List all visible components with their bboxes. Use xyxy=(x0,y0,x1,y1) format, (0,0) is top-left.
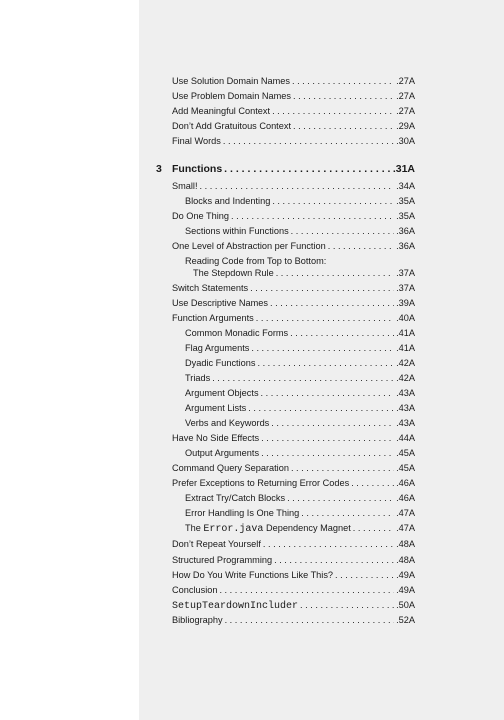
toc-entry[interactable] xyxy=(172,75,415,87)
toc-entry-title: Output Arguments xyxy=(185,448,260,458)
toc-entry-title-line1: Reading Code from Top to Bottom: xyxy=(185,256,327,266)
toc-entry-page: .45A xyxy=(396,463,415,473)
toc-subentry[interactable] xyxy=(185,342,415,354)
leader-dots xyxy=(248,402,394,414)
toc-entry-title: Structured Programming xyxy=(172,555,273,565)
toc-entry-title: SetupTeardownIncluder xyxy=(172,601,299,612)
toc-entry[interactable] xyxy=(172,614,415,626)
leader-dots xyxy=(257,357,394,369)
toc-entry-title: Argument Objects xyxy=(185,388,259,398)
toc-entry-page: .41A xyxy=(396,328,415,338)
toc-entry[interactable] xyxy=(172,432,415,444)
toc-entry-page: .35A xyxy=(396,196,415,206)
toc-entry-page: .43A xyxy=(396,388,415,398)
leader-dots xyxy=(276,267,394,279)
toc-subentry[interactable] xyxy=(185,195,415,207)
title-prefix: The xyxy=(185,523,204,533)
leader-dots xyxy=(272,195,394,207)
toc-entry-page: .44A xyxy=(396,433,415,443)
toc-entry-title: Bibliography xyxy=(172,615,223,625)
toc-entry-title-line2: The Stepdown Rule xyxy=(193,268,274,278)
toc-entry-page: .29A xyxy=(396,121,415,131)
toc-entry-title: Don’t Add Gratuitous Context xyxy=(172,121,291,131)
toc-entry-page: .40A xyxy=(396,313,415,323)
leader-dots xyxy=(351,477,394,489)
toc-entry-page: .37A xyxy=(396,283,415,293)
toc-entry-page: .49A xyxy=(396,570,415,580)
leader-dots xyxy=(263,538,394,550)
toc-entry[interactable] xyxy=(172,105,415,117)
toc-entry-title: Sections within Functions xyxy=(185,226,289,236)
toc-chapter-heading[interactable] xyxy=(156,163,415,176)
toc-entry-page: .35A xyxy=(396,211,415,221)
toc-entry-page: .52A xyxy=(396,615,415,625)
chapter-number: 3 xyxy=(156,163,162,175)
leader-dots xyxy=(256,312,394,324)
toc-entry-page: .43A xyxy=(396,418,415,428)
toc-entry[interactable] xyxy=(172,90,415,102)
leader-dots xyxy=(335,569,394,581)
leader-dots xyxy=(290,327,394,339)
leader-dots xyxy=(231,210,394,222)
toc-entry-title: Flag Arguments xyxy=(185,343,250,353)
toc-entry-page: .36A xyxy=(396,241,415,251)
leader-dots xyxy=(293,90,394,102)
toc-entry-title: Function Arguments xyxy=(172,313,254,323)
toc-subentry[interactable] xyxy=(185,507,415,519)
leader-dots xyxy=(328,240,394,252)
leader-dots xyxy=(287,492,394,504)
toc-entry[interactable] xyxy=(172,584,415,596)
toc-entry[interactable] xyxy=(172,599,415,613)
toc-subentry[interactable] xyxy=(185,372,415,384)
chapter-title: Functions xyxy=(172,163,223,175)
toc-entry-title: Error Handling Is One Thing xyxy=(185,508,300,518)
toc-subentry[interactable] xyxy=(185,417,415,429)
code-text: Error.java xyxy=(203,524,264,535)
toc-entry[interactable] xyxy=(172,538,415,550)
toc-entry-title: How Do You Write Functions Like This? xyxy=(172,570,334,580)
toc-entry[interactable] xyxy=(172,297,415,309)
toc-entry-title: Final Words xyxy=(172,136,221,146)
toc-entry-page: .39A xyxy=(396,298,415,308)
leader-dots xyxy=(223,135,394,147)
toc-subentry[interactable] xyxy=(185,522,415,536)
toc-entry[interactable] xyxy=(172,180,415,192)
toc-entry-title: Common Monadic Forms xyxy=(185,328,289,338)
toc-entry-page: .37A xyxy=(396,268,415,278)
toc-entry-page: .46A xyxy=(396,478,415,488)
leader-dots xyxy=(291,462,394,474)
toc-entry-page: .27A xyxy=(396,76,415,86)
toc-entry-title: Triads xyxy=(185,373,211,383)
toc-entry[interactable] xyxy=(172,210,415,222)
toc-entry[interactable] xyxy=(172,462,415,474)
toc-entry-title: Use Problem Domain Names xyxy=(172,91,291,101)
leader-dots xyxy=(291,225,394,237)
toc-entry[interactable] xyxy=(172,312,415,324)
toc-subentry[interactable] xyxy=(185,225,415,237)
toc-entry-title: Verbs and Keywords xyxy=(185,418,270,428)
toc-entry[interactable] xyxy=(172,240,415,252)
leader-dots xyxy=(261,387,395,399)
toc-entry-page: .43A xyxy=(396,403,415,413)
leader-dots xyxy=(270,297,394,309)
toc-entry-page: .42A xyxy=(396,373,415,383)
toc-entry-page: .27A xyxy=(396,106,415,116)
leader-dots xyxy=(250,282,394,294)
toc-entry-title xyxy=(185,522,351,536)
toc-entry-title: Small! xyxy=(172,181,198,191)
leader-dots xyxy=(200,180,395,192)
leader-dots xyxy=(301,507,394,519)
toc-entry[interactable] xyxy=(172,554,415,566)
toc-subentry[interactable] xyxy=(185,327,415,339)
toc-entry-title: Command Query Separation xyxy=(172,463,289,473)
leader-dots xyxy=(274,554,394,566)
leader-dots xyxy=(271,417,394,429)
toc-entry-title: Use Descriptive Names xyxy=(172,298,268,308)
toc-entry[interactable] xyxy=(172,477,415,489)
leader-dots xyxy=(293,120,394,132)
toc-entry-page: .49A xyxy=(396,585,415,595)
toc-entry-title: Blocks and Indenting xyxy=(185,196,271,206)
leader-dots xyxy=(353,522,394,534)
toc-entry-page: .41A xyxy=(396,343,415,353)
toc-entry-page: .36A xyxy=(396,226,415,236)
toc-entry-page: .47A xyxy=(396,523,415,533)
chapter-page: .31A xyxy=(392,163,415,175)
toc-entry[interactable] xyxy=(172,120,415,132)
toc-entry-title: Conclusion xyxy=(172,585,218,595)
toc-entry-page: .42A xyxy=(396,358,415,368)
leader-dots xyxy=(219,584,394,596)
toc-subentry[interactable] xyxy=(185,357,415,369)
toc-entry-page: .47A xyxy=(396,508,415,518)
leader-dots xyxy=(225,614,395,626)
toc-entry-title: Add Meaningful Context xyxy=(172,106,271,116)
toc-entry-page: .27A xyxy=(396,91,415,101)
toc-entry[interactable] xyxy=(172,569,415,581)
toc-entry-title: Do One Thing xyxy=(172,211,230,221)
leader-dots xyxy=(300,599,394,611)
leader-dots xyxy=(261,447,394,459)
title-suffix: Dependency Magnet xyxy=(263,523,351,533)
toc-entry-page: .30A xyxy=(396,136,415,146)
toc-subentry[interactable] xyxy=(185,447,415,459)
toc-subentry[interactable] xyxy=(185,387,415,399)
toc-subentry-two-line[interactable] xyxy=(185,255,415,279)
leader-dots xyxy=(212,372,394,384)
toc-entry-title: Extract Try/Catch Blocks xyxy=(185,493,286,503)
toc-entry[interactable] xyxy=(172,135,415,147)
leader-dots xyxy=(261,432,394,444)
toc-entry-title: Argument Lists xyxy=(185,403,247,413)
toc-entry-page: .50A xyxy=(396,600,415,610)
leader-dots xyxy=(251,342,394,354)
toc-entry-page: .48A xyxy=(396,555,415,565)
toc-entry-page: .34A xyxy=(396,181,415,191)
toc-entry-title: Have No Side Effects xyxy=(172,433,260,443)
toc-subentry[interactable] xyxy=(185,492,415,504)
leader-dots xyxy=(224,163,391,176)
toc-entry-title: One Level of Abstraction per Function xyxy=(172,241,326,251)
toc-entry-title: Dyadic Functions xyxy=(185,358,256,368)
toc-entry-title: Prefer Exceptions to Returning Error Codes xyxy=(172,478,350,488)
toc-entry-page: .48A xyxy=(396,539,415,549)
leader-dots xyxy=(292,75,394,87)
leader-dots xyxy=(272,105,394,117)
toc-subentry[interactable] xyxy=(185,402,415,414)
toc-entry[interactable] xyxy=(172,282,415,294)
toc-entry-title: Don’t Repeat Yourself xyxy=(172,539,261,549)
toc-entry-page: .46A xyxy=(396,493,415,503)
toc-entry-page: .45A xyxy=(396,448,415,458)
toc-entry-title: Use Solution Domain Names xyxy=(172,76,290,86)
toc-entry-title: Switch Statements xyxy=(172,283,249,293)
